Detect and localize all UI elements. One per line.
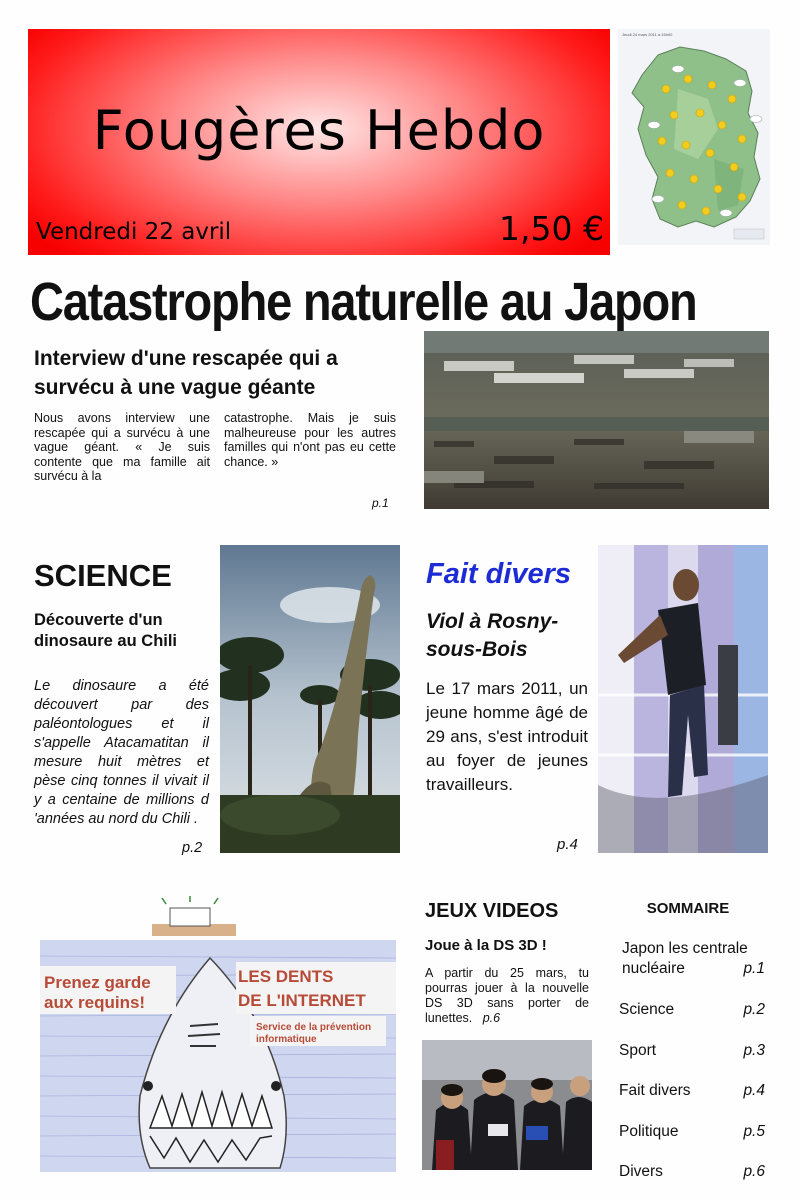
science-section-title: SCIENCE xyxy=(34,558,172,593)
science-subtitle: Découverte d'un dinosaure au Chili xyxy=(34,611,178,650)
jeux-videos-body: A partir du 25 mars, tu pourras jouer à la nouvelle DS 3D sans porter de lunettes. xyxy=(425,966,589,1025)
climber-photo xyxy=(598,545,768,853)
sommaire-item-page: p.4 xyxy=(743,1082,765,1099)
fait-divers-page-ref: p.4 xyxy=(557,836,578,853)
sommaire-item-label: Politique xyxy=(619,1123,679,1140)
interview-title: Interview d'une rescapée qui a survécu à une vague géante xyxy=(34,347,338,399)
interview-page-ref: p.1 xyxy=(372,496,389,510)
fait-divers-subtitle: Viol à Rosny-sous-Bois xyxy=(426,610,559,661)
sommaire-item-label: Divers xyxy=(619,1163,663,1180)
drawing-text-2: aux requins! xyxy=(44,993,146,1012)
sommaire-item-label: Fait divers xyxy=(619,1082,691,1099)
sommaire-item xyxy=(619,1122,765,1142)
jeux-videos-section-title: JEUX VIDEOS xyxy=(425,900,559,922)
newspaper-title: Fougères Hebdo xyxy=(92,99,546,162)
sommaire-title: SOMMAIRE xyxy=(646,900,730,917)
main-headline: Catastrophe naturelle au Japon xyxy=(30,270,697,332)
sommaire-item-label: Science xyxy=(619,1001,675,1018)
science-page-ref: p.2 xyxy=(182,840,203,856)
sommaire-item xyxy=(619,1081,765,1101)
masthead xyxy=(28,29,610,255)
issue-price: 1,50 € xyxy=(499,209,604,248)
jeux-videos-text xyxy=(425,966,589,1026)
france-weather-map-icon xyxy=(618,29,770,245)
interview-column-1: Nous avons interview une rescapée qui a survécu à une vague géant. « Je suis contente que ma famille ait survécu à la xyxy=(34,411,210,484)
drawing-text-3: LES DENTS xyxy=(238,967,334,986)
sommaire-item-page: p.3 xyxy=(743,1042,765,1059)
sommaire-item xyxy=(619,939,765,979)
drawing-text-6: informatique xyxy=(256,1034,317,1045)
sommaire-item-label: Sport xyxy=(619,1042,657,1059)
drawing-text-4: DE L'INTERNET xyxy=(238,991,366,1010)
japan-disaster-photo xyxy=(424,331,769,509)
sommaire-item-page: p.5 xyxy=(743,1123,765,1140)
ds-players-photo xyxy=(422,1040,592,1170)
dinosaur-photo xyxy=(220,545,400,853)
weather-map xyxy=(618,29,770,245)
fait-divers-section-title: Fait divers xyxy=(426,558,572,590)
sommaire-item xyxy=(619,1000,765,1020)
fait-divers-text: Le 17 mars 2011, un jeune homme âgé de 29 ans, s'est introduit au foyer de jeunes travailleurs. xyxy=(426,679,588,794)
jeux-videos-subtitle: Joue à la DS 3D ! xyxy=(425,937,547,954)
science-text: Le dinosaure a été découvert par des paléontologues et il s'appelle Atacamatitan il mesure huit mètres et pèse cinq tonnes il vivait il y a centaine de millions d 'années au nord du Chili . xyxy=(34,678,209,827)
sommaire-item xyxy=(619,1041,765,1061)
sommaire-item xyxy=(619,1162,765,1182)
sommaire-item-page: p.1 xyxy=(743,960,765,977)
drawing-text-1: Prenez garde xyxy=(44,973,151,992)
sommaire-item-page: p.6 xyxy=(743,1163,765,1180)
interview-column-2: catastrophe. Mais je suis malheureuse pour les autres familles qui n'ont pas eu cette chance. » xyxy=(224,411,396,469)
sommaire-item-page: p.2 xyxy=(743,1001,765,1018)
drawing-text-5: Service de la prévention xyxy=(256,1022,372,1033)
shark-drawing xyxy=(40,896,396,1172)
weather-caption: Jeudi 24 mars 2011 à 15h00 xyxy=(622,32,673,37)
issue-date: Vendredi 22 avril xyxy=(36,219,232,245)
sommaire-item-label: Japon les centrale nucléaire xyxy=(622,940,748,977)
jeux-videos-page-ref: p.6 xyxy=(482,1011,501,1025)
